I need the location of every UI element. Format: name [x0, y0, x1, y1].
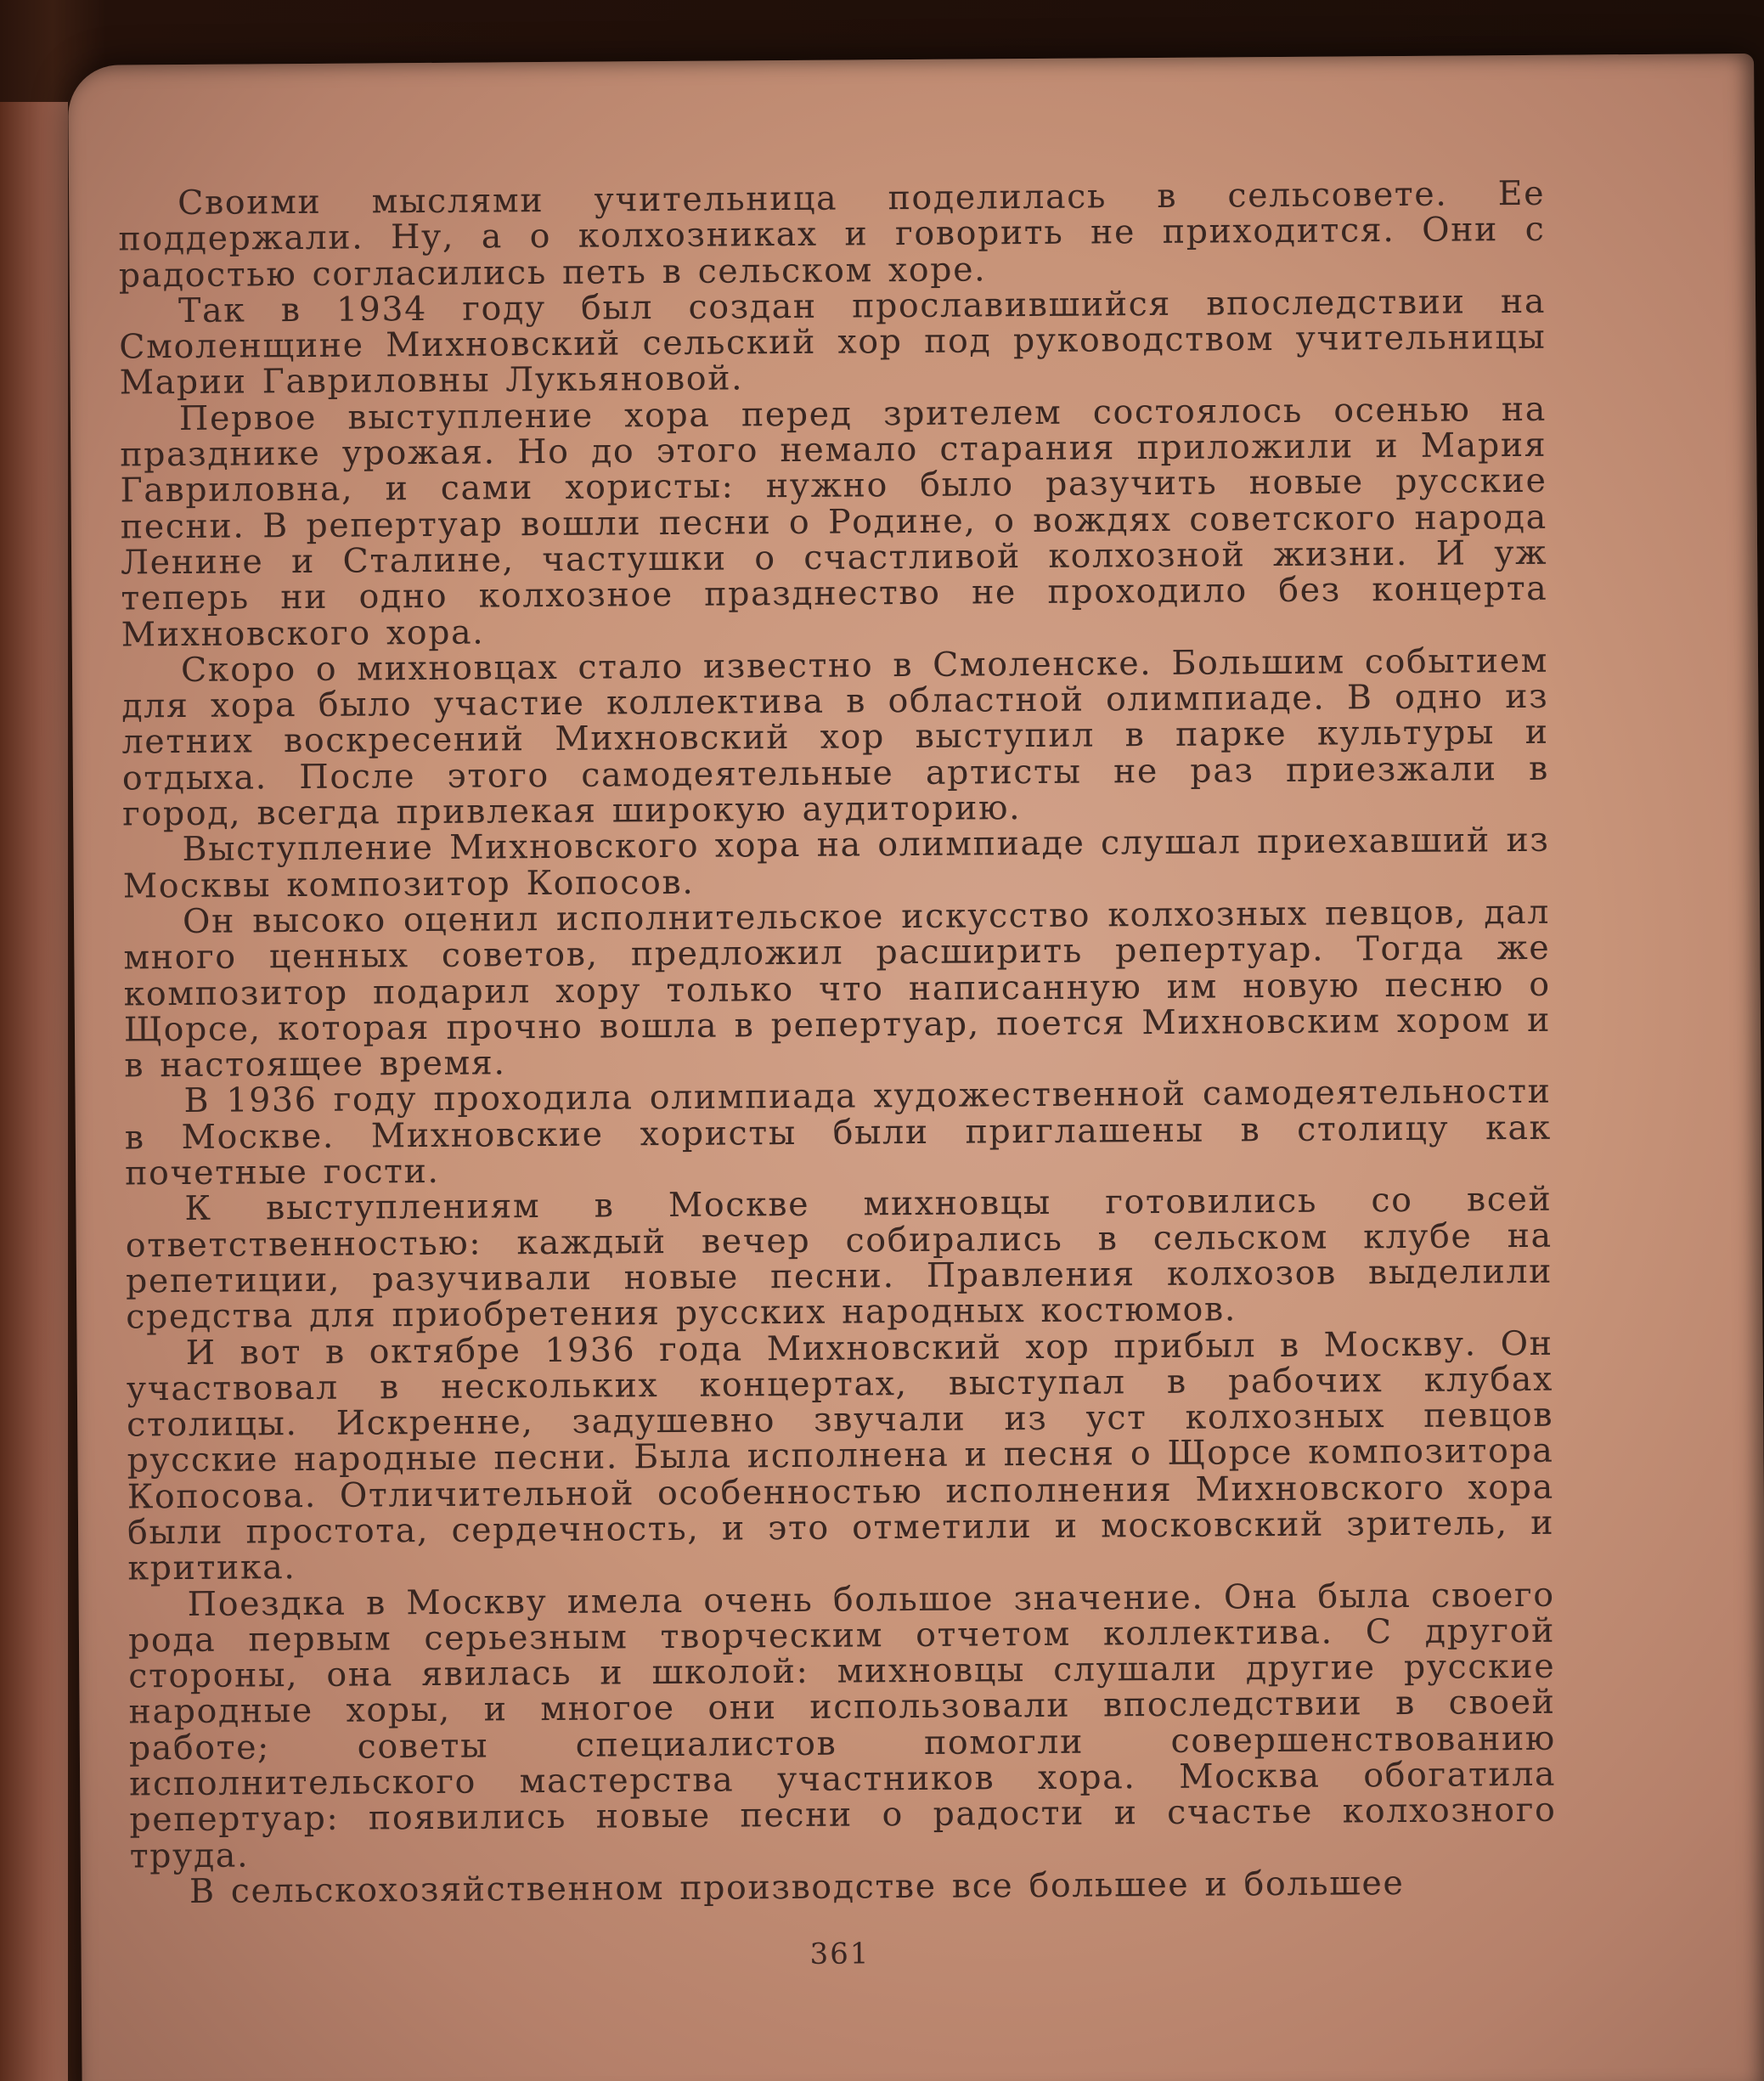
paragraph-10: Поездка в Москву имела очень большое значение. Она была своего рода первым серьезным творческим отчетом коллектива. С другой стороны, она явилась и школой: михновцы слушали другие русские народные хоры, и многое они использовали впоследствии в своей работе; советы специалистов помогли совершенствованию исполнительского мастерства участников хора. Москва обогатила репертуар: появились новые песни о радости и счастье колхозного труда.	[127, 1575, 1557, 1876]
paragraph-9: И вот в октябре 1936 года Михновский хор прибыл в Москву. Он участвовал в нескольких концертах, выступал в рабочих клубах столицы. Искренне, задушевно звучали из уст колхозных певцов русские народные песни. Была исполнена и песня о Щорсе композитора Копосова. Отличительной особенностью исполнения Михновского хора были простота, сердечность, и это отметили и московский зритель, и критика.	[126, 1323, 1555, 1588]
body-text	[118, 173, 1557, 1911]
left-page-edge	[0, 102, 68, 2081]
paragraph-8: К выступлениям в Москве михновцы готовились со всей ответственностью: каждый вечер собирались в сельском клубе на репетиции, разучивали новые песни. Правления колхозов выделили средства для приобретения русских народных костюмов.	[125, 1180, 1553, 1337]
paragraph-2: Так в 1934 году был создан прославившийся впоследствии на Смоленщине Михновский сельский хор под руководством учительницы Марии Гавриловны Лукьяновой.	[119, 281, 1547, 403]
paragraph-1: Своими мыслями учительница поделилась в сельсовете. Ее поддержали. Ну, а о колхозниках и говорить не приходится. Они с радостью согласились петь в сельском хоре.	[118, 173, 1546, 296]
paragraph-3: Первое выступление хора перед зрителем состоялось осенью на празднике урожая. Но до этого немало старания приложили и Мария Гавриловна, и сами хористы: нужно было разучить новые русские песни. В репертуар вошли песни о Родине, о вождях советского народа Ленине и Сталине, частушки о счастливой колхозной жизни. И уж теперь ни одно колхозное празднество не проходило без концерта Михновского хора.	[120, 389, 1548, 655]
page-number: 361	[809, 1937, 871, 1971]
paragraph-5: Выступление Михновского хора на олимпиаде слушал приехавший из Москвы композитор Копосов.	[122, 821, 1550, 906]
paragraph-6: Он высоко оценил исполнительское искусство колхозных певцов, дал много ценных советов, предложил расширить репертуар. Тогда же композитор подарил хору только что написанную им новую песню о Щорсе, которая прочно вошла в репертуар, поется Михновским хором и в настоящее время.	[123, 892, 1552, 1086]
paragraph-4: Скоро о михновцах стало известно в Смоленске. Большим событием для хора было участие коллектива в областной олимпиаде. В одно из летних воскресений Михновский хор выступил в парке культуры и отдыха. После этого самодеятельные артисты не раз приезжали в город, всегда привлекая широкую аудиторию.	[121, 640, 1550, 834]
book-page	[68, 54, 1764, 2081]
paragraph-11: В сельскохозяйственном производстве все большее и большее	[189, 1863, 1405, 1911]
paragraph-7: В 1936 году проходила олимпиада художественной самодеятельности в Москве. Михновские хористы были приглашены в столицу как почетные гости.	[124, 1072, 1552, 1193]
